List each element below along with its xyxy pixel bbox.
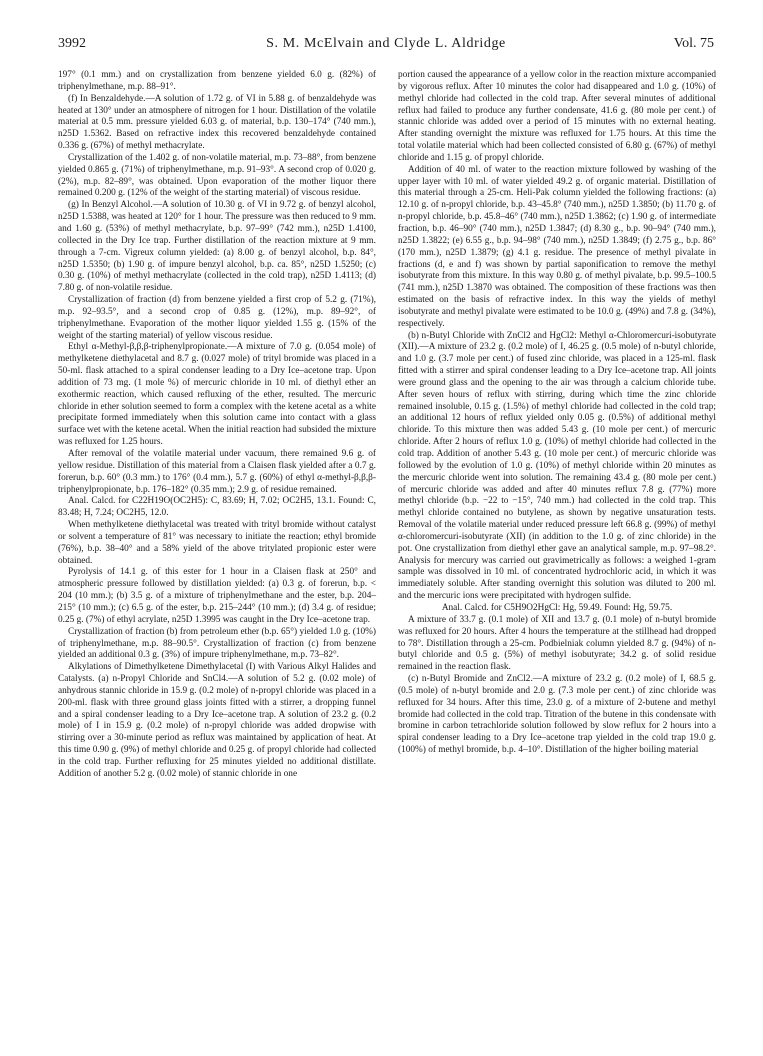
- volume-label: Vol. 75: [673, 36, 714, 51]
- left-text-column: [58, 70, 376, 781]
- analysis-paragraph: Anal. Calcd. for C5H9O2HgCl: Hg, 59.49. Found: Hg, 59.75.: [441, 602, 673, 613]
- paragraph: Crystallization of the 1.402 g. of non-volatile material, m.p. 73–88°, from benzene yielded 0.865 g. (71%) of triphenylmethane, m.p. 91–93°. A second crop of 0.020 g. (2%), m.p. 82–89°, was obtained. Upon evaporation of the mother liquor there remained 0.200 g. (12% of the weight of the starting material) of viscous residue.: [58, 152, 376, 199]
- section-paragraph: Alkylations of Dimethylketene Dimethylacetal (I) with Various Alkyl Halides and Catalysts. (a) n-Propyl Chloride and SnCl4.—A solution of 5.2 g. (0.02 mole) of anhydrous stannic chloride in 15.9 g. (0.2 mole) of n-propyl chloride was placed in a 200-ml. flask with three ground glass joints fitted with a stirrer, a dropping funnel and a spiral condenser leading to a Dry Ice–acetone trap. A solution of 23.2 g. (0.2 mole) of I in 15.9 g. (0.2 mole) of n-propyl chloride was added dropwise with stirring over a 30-minute period as reflux was maintained by application of heat. At this time 0.90 g. (9%) of methyl chloride and 0.25 g. of propyl chloride had collected in the cold trap. Further refluxing for 25 minutes yielded no additional distillate. Addition of another 5.2 g. (0.02 mole) of stannic chloride in one: [58, 662, 376, 779]
- page-number: 3992: [58, 36, 86, 51]
- paragraph: 197° (0.1 mm.) and on crystallization from benzene yielded 6.0 g. (82%) of triphenylmethane, m.p. 88–91°.: [58, 70, 376, 92]
- paragraph: portion caused the appearance of a yellow color in the reaction mixture accompanied by vigorous reflux. After 10 minutes the color had disappeared and 1.0 g. (10%) of methyl chloride had collected in the cold trap. After several minutes of additional reflux had failed to produce any further condensate, 41.6 g. (80 mole per cent.) of stannic chloride was added over a period of 15 minutes with no external heating. After standing overnight the mixture was refluxed for 1.75 hours. At this time the total volatile material which had been collected consisted of 6.80 g. (67%) of methyl chloride and 1.15 g. of propyl chloride.: [398, 70, 716, 163]
- paragraph: Crystallization of fraction (b) from petroleum ether (b.p. 65°) yielded 1.0 g. (10%) of triphenylmethane, m.p. 88–90.5°. Crystallization of fraction (c) from benzene yielded an additional 0.3 g. (3%) of impure triphenylmethane, m.p. 73–82°.: [58, 626, 376, 661]
- page-header: [58, 36, 714, 56]
- paragraph: After removal of the volatile material under vacuum, there remained 9.6 g. of yellow residue. Distillation of this material from a Claisen flask yielded after a 0.7 g. forerun, b.p. 60° (0.3 mm.) to 176° (0.4 mm.), 5.7 g. (60%) of ethyl α-methyl-β,β,β-triphenylpropionate, b.p. 176–182° (0.35 mm.); 2.9 g. of residue remained.: [58, 449, 376, 495]
- paragraph: (c) n-Butyl Bromide and ZnCl2.—A mixture of 23.2 g. (0.2 mole) of I, 68.5 g. (0.5 mole) of n-butyl bromide and 2.0 g. (7.3 mole per cent.) of zinc chloride was refluxed for 34 hours. After this time, 23.0 g. of a mixture of 2-butene and methyl bromide had collected in the cold trap. Titration of the butene in this condensate with bromine in carbon tetrachloride solution followed by slow reflux for 2 hours into a spiral condenser leading to a Dry Ice–acetone trap yielded in the cold trap 19.0 g. (100%) of methyl bromide, b.p. 4–10°. Distillation of the higher boiling material: [398, 674, 716, 756]
- paragraph: Addition of 40 ml. of water to the reaction mixture followed by washing of the upper layer with 10 ml. of water yielded 49.2 g. of organic material. Distillation of this material through a 25-cm. Heli-Pak column yielded the following fractions: (a) 12.10 g. of n-propyl chloride, b.p. 43–45.8° (740 mm.), n25D 1.3850; (b) 11.70 g. of n-propyl chloride, b.p. 45.8–46° (740 mm.), n25D 1.3862; (c) 1.90 g. of intermediate fraction, b.p. 46–90° (740 mm.), n25D 1.3847; (d) 8.30 g., b.p. 90–94° (740 mm.), n25D 1.3822; (e) 6.55 g., b.p. 94–98° (740 mm.), n25D 1.3849; (f) 2.75 g., b.p. 86° (170 mm.), n25D 1.3879; (g) 4.1 g. residue. The presence of methyl pivalate in fractions (d, e and f) was shown by partial saponification to remove the methyl isobutyrate from this mixture. In this way 0.80 g. of methyl pivalate, b.p. 99.5–100.5 (741 mm.), n25D 1.3870 was obtained. The composition of these fractions was then estimated on the basis of refractive index. In this way the yields of methyl isobutyrate and methyl pivalate were estimated to be 10.0 g. (49%) and 7.8 g. (34%), respectively.: [398, 164, 716, 329]
- running-title-authors: S. M. McElvain and Clyde L. Aldridge: [266, 36, 506, 51]
- paragraph: A mixture of 33.7 g. (0.1 mole) of XII and 13.7 g. (0.1 mole) of n-butyl bromide was refluxed for 20 hours. After 4 hours the temperature at the stillhead had dropped to 78°. Distillation through a 25-cm. Podbielniak column yielded 8.7 g. (94%) of n-butyl chloride and 0.5 g. (5%) of methyl isobutyrate; 34.2 g. of solid residue remained in the reaction flask.: [398, 614, 716, 673]
- paragraph: Crystallization of fraction (d) from benzene yielded a first crop of 5.2 g. (71%), m.p. 92–93.5°, and a second crop of 0.85 g. (12%), m.p. 89–92°, of triphenylmethane. Evaporation of the mother liquor yielded 1.55 g. (15% of the weight of the starting material) of yellow viscous residue.: [58, 295, 376, 341]
- analysis-paragraph: Anal. Calcd. for C22H19O(OC2H5): C, 83.69; H, 7.02; OC2H5, 13.1. Found: C, 83.48; H, 7.24; OC2H5, 12.0.: [58, 496, 376, 519]
- paragraph: (b) n-Butyl Chloride with ZnCl2 and HgCl2: Methyl α-Chloromercuri-isobutyrate (XII).—A mixture of 23.2 g. (0.2 mole) of I, 46.25 g. (0.5 mole) of n-butyl chloride, and 1.0 g. (3.7 mole per cent.) of fused zinc chloride, was placed in a 125-ml. flask fitted with a stirrer and spiral condenser leading to a Dry Ice–acetone trap. All joints were ground glass and the opening to the air was through a calcium chloride tube. After seven hours of reflux with stirring, during which time the zinc chloride remained insoluble, 0.15 g. (1.5%) of methyl chloride had collected in the cold trap; an additional 12 hours of reflux yielded only 0.05 g. (0.5%) of additional methyl chloride. To this mixture then was added 5.43 g. (10 mole per cent.) of mercuric chloride. After 2 hours of reflux 1.0 g. (10%) of methyl chloride had collected in the cold trap. Addition of another 5.43 g. (10 mole per cent.) of mercuric chloride was followed by the evolution of 1.0 g. (10%) of methyl chloride within 20 minutes as the mercuric chloride went into solution. The remaining 43.4 g. (80 mole per cent.) of mercuric chloride was added and after 40 minutes reflux 7.8 g. (77%) more methyl chloride (b.p. −22 to −15°, 740 mm.) had collected in the cold trap. This methyl chloride contained no butylene, as shown by negative unsaturation tests. Removal of the volatile material under reduced pressure left 66.8 g. (99%) of methyl α-chloromercuri-isobutyrate (XII) (in addition to the 1.0 g. of zinc chloride) in the pot. One crystallization from diethyl ether gave an analytical sample, m.p. 97–98.2°. Analysis for mercury was carried out gravimetrically as follows: a weighed 1-gram sample was dissolved in 10 ml. of concentrated hydrochloric acid, in which it was immediately soluble. After standing overnight this solution was diluted to 200 ml. and the mercuric ions were precipitated with hydrogen sulfide.: [398, 330, 716, 602]
- paragraph: Pyrolysis of 14.1 g. of this ester for 1 hour in a Claisen flask at 250° and atmospheric pressure followed by distillation yielded: (a) 0.3 g. of forerun, b.p. < 204 (10 mm.); (b) 3.5 g. of a mixture of triphenylmethane and the ester, b.p. 204–215° (10 mm.); (c) 6.5 g. of the ester, b.p. 215–244° (10 mm.); (d) 3.4 g. of residue; 0.25 g. (7%) of ethyl acrylate, n25D 1.3995 was caught in the Dry Ice–acetone trap.: [58, 567, 376, 625]
- right-text-column: [398, 70, 716, 757]
- paragraph: When methylketene diethylacetal was treated with trityl bromide without catalyst or solvent a temperature of 81° was necessary to initiate the reaction; ethyl bromide (76%), b.p. 38–40° and a 58% yield of the above tritylated propionic ester were obtained.: [58, 520, 376, 566]
- paragraph: (f) In Benzaldehyde.—A solution of 1.72 g. of VI in 5.88 g. of benzaldehyde was heated at 130° under an atmosphere of nitrogen for 1 hour. Distillation of the volatile material at 0.5 mm. pressure yielded 6.03 g. of material, b.p. 130–174° (740 mm.), n25D 1.5362. Based on refractive index this recovered benzaldehyde contained 0.336 g. (67%) of methyl methacrylate.: [58, 93, 376, 152]
- paragraph: (g) In Benzyl Alcohol.—A solution of 10.30 g. of VI in 9.72 g. of benzyl alcohol, n25D 1.5388, was heated at 120° for 1 hour. The pressure was then reduced to 9 mm. and 1.60 g. (53%) of methyl methacrylate, b.p. 97–99° (742 mm.), n25D 1.4100, collected in the Dry Ice trap. Further distillation of the reaction mixture at 9 mm. through a 7-cm. Vigreux column yielded: (a) 8.00 g. of benzyl alcohol, b.p. 84°, n25D 1.5350; (b) 1.90 g. of impure benzyl alcohol, b.p. ca. 85°, n25D 1.5250; (c) 0.30 g. (10%) of methyl methacrylate (collected in the cold trap), n25D 1.4113; (d) 7.80 g. of non-volatile residue.: [58, 200, 376, 294]
- paragraph: Ethyl α-Methyl-β,β,β-triphenylpropionate.—A mixture of 7.0 g. (0.054 mole) of methylketene diethylacetal and 8.7 g. (0.027 mole) of trityl bromide was placed in a 50-ml. flask attached to a spiral condenser leading to a Dry Ice–acetone trap. Upon addition of 73 mg. (1 mole %) of mercuric chloride in 10 ml. of diethyl ether an exothermic reaction, which caused refluxing of the ether, resulted. The mercuric chloride in ether solution seemed to form a complex with the ketene acetal as a white precipitate formed immediately when this solution came into contact with a glass surface wet with the ketene acetal. When the initial reaction had subsided the mixture was refluxed for 1.25 hours.: [58, 342, 376, 448]
